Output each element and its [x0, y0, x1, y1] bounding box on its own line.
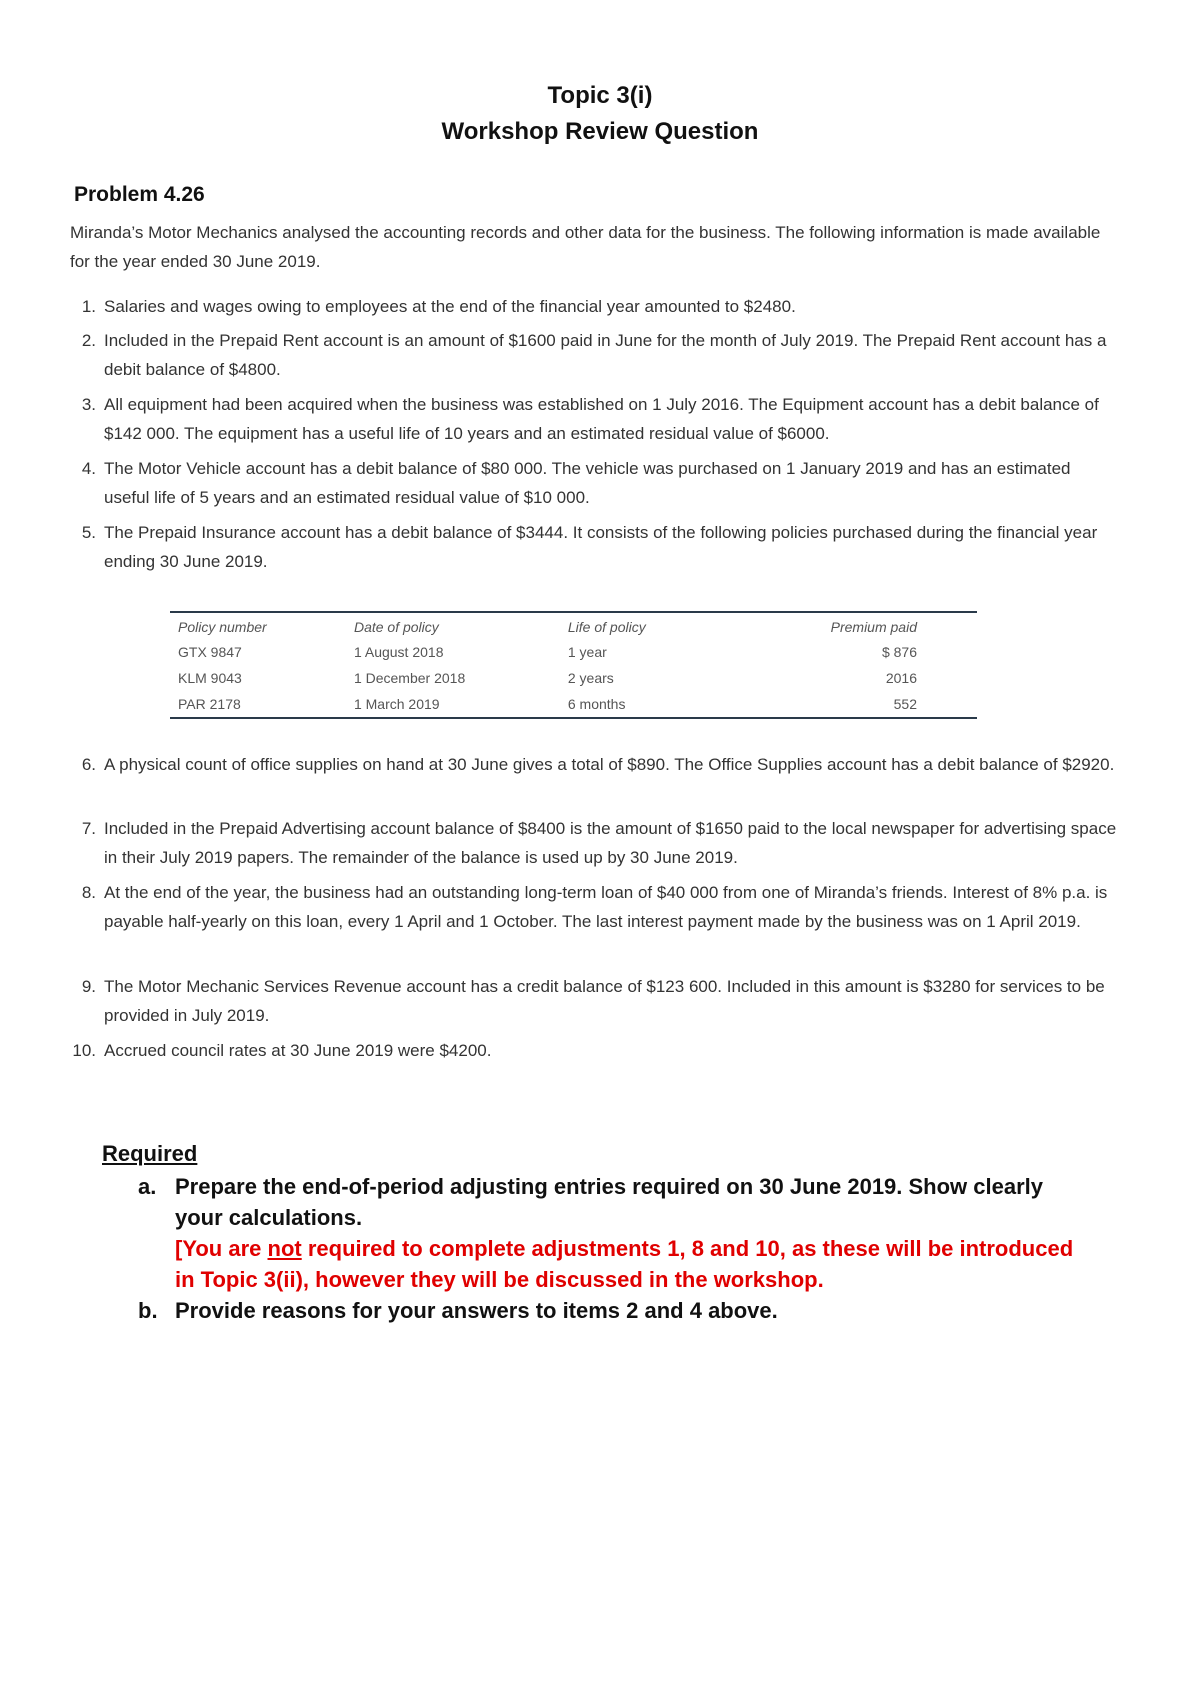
table-cell: PAR 2178	[170, 691, 346, 718]
column-header: Date of policy	[346, 612, 560, 639]
item-number: 2.	[81, 331, 96, 350]
item-number: 7.	[81, 819, 96, 838]
table-cell: 6 months	[560, 691, 718, 718]
note-emphasis: not	[267, 1236, 302, 1261]
item-text: Included in the Prepaid Advertising account balance of $8400 is the amount of $1650 paid to the local newspaper for advertising space in their July 2019 papers. The remainder of the balance is used up by 30 June 2019.	[104, 819, 1117, 867]
item-text: Included in the Prepaid Rent account is an amount of $1600 paid in June for the month of July 2019. The Prepaid Rent account has a debit balance of $4800.	[104, 331, 1107, 379]
table-cell: 552	[718, 691, 977, 718]
table-row	[170, 691, 977, 718]
table-cell: GTX 9847	[178, 644, 242, 660]
topic-title: Topic 3(i)	[547, 82, 653, 109]
policy-table	[170, 611, 977, 719]
table-cell: $ 876	[881, 644, 917, 660]
item-number: 5.	[81, 523, 96, 542]
note-after: required to complete adjustments 1, 8 and 10, as these will be introduced in Topic 3(ii), however they will be discussed in the workshop.	[175, 1236, 1074, 1292]
table-header-row	[170, 612, 977, 639]
table-cell: 1 August 2018	[353, 644, 444, 660]
item-text: The Motor Mechanic Services Revenue account has a credit balance of $123 600. Included in this amount is $3280 for services to be provided in July 2019.	[104, 977, 1105, 1025]
item-number: 10.	[72, 1041, 96, 1060]
item-number: 8.	[81, 883, 96, 902]
required-letter: b.	[138, 1298, 158, 1323]
table-cell: 1 March 2019	[346, 691, 560, 718]
column-header: Policy number	[170, 612, 346, 639]
item-text: Accrued council rates at 30 June 2019 were $4200.	[104, 1041, 492, 1060]
note-before: [You are	[175, 1236, 268, 1261]
item-text: All equipment had been acquired when the business was established on 1 July 2016. The Equipment account has a debit balance of $142 000. The equipment has a useful life of 10 years and an estimated residual value of $6000.	[104, 395, 1099, 443]
problem-heading: Problem 4.26	[74, 183, 205, 206]
item-text: The Prepaid Insurance account has a debit balance of $3444. It consists of the following policies purchased during the financial year ending 30 June 2019.	[104, 523, 1098, 571]
red-note	[175, 1233, 1075, 1295]
table-cell: 1 year	[567, 644, 607, 660]
item-text: Salaries and wages owing to employees at the end of the financial year amounted to $2480.	[104, 297, 796, 316]
required-text: Provide reasons for your answers to items 2 and 4 above.	[175, 1298, 778, 1323]
column-header: Premium paid	[718, 612, 977, 639]
column-header: Life of policy	[560, 612, 718, 639]
table-row	[170, 665, 977, 691]
item-text: A physical count of office supplies on hand at 30 June gives a total of $890. The Office Supplies account has a debit balance of $2920.	[104, 755, 1115, 774]
item-number: 6.	[81, 755, 96, 774]
problem-intro: Miranda’s Motor Mechanics analysed the accounting records and other data for the business. The following information is made available for the year ended 30 June 2019.	[70, 223, 1101, 271]
table-cell: 1 December 2018	[353, 670, 466, 686]
item-text: At the end of the year, the business had an outstanding long-term loan of $40 000 from one of Miranda’s friends. Interest of 8% p.a. is payable half-yearly on this loan, every 1 April and 1 October. The last interest payment made by the business was on 1 April 2019.	[104, 883, 1108, 931]
item-number: 1.	[81, 297, 96, 316]
table-cell: KLM 9043	[178, 670, 242, 686]
required-heading: Required	[102, 1141, 198, 1166]
item-number: 9.	[81, 977, 96, 996]
workshop-title: Workshop Review Question	[441, 118, 759, 145]
item-number: 3.	[81, 395, 96, 414]
item-text: The Motor Vehicle account has a debit balance of $80 000. The vehicle was purchased on 1 January 2019 and has an estimated useful life of 5 years and an estimated residual value of $10 000.	[104, 459, 1071, 507]
required-letter: a.	[138, 1174, 157, 1199]
table-cell: 2016	[885, 670, 917, 686]
table-cell: 2 years	[567, 670, 614, 686]
required-text: Prepare the end-of-period adjusting entries required on 30 June 2019. Show clearly your calculations.	[175, 1174, 1044, 1230]
item-number: 4.	[81, 459, 96, 478]
table-row	[170, 639, 977, 665]
